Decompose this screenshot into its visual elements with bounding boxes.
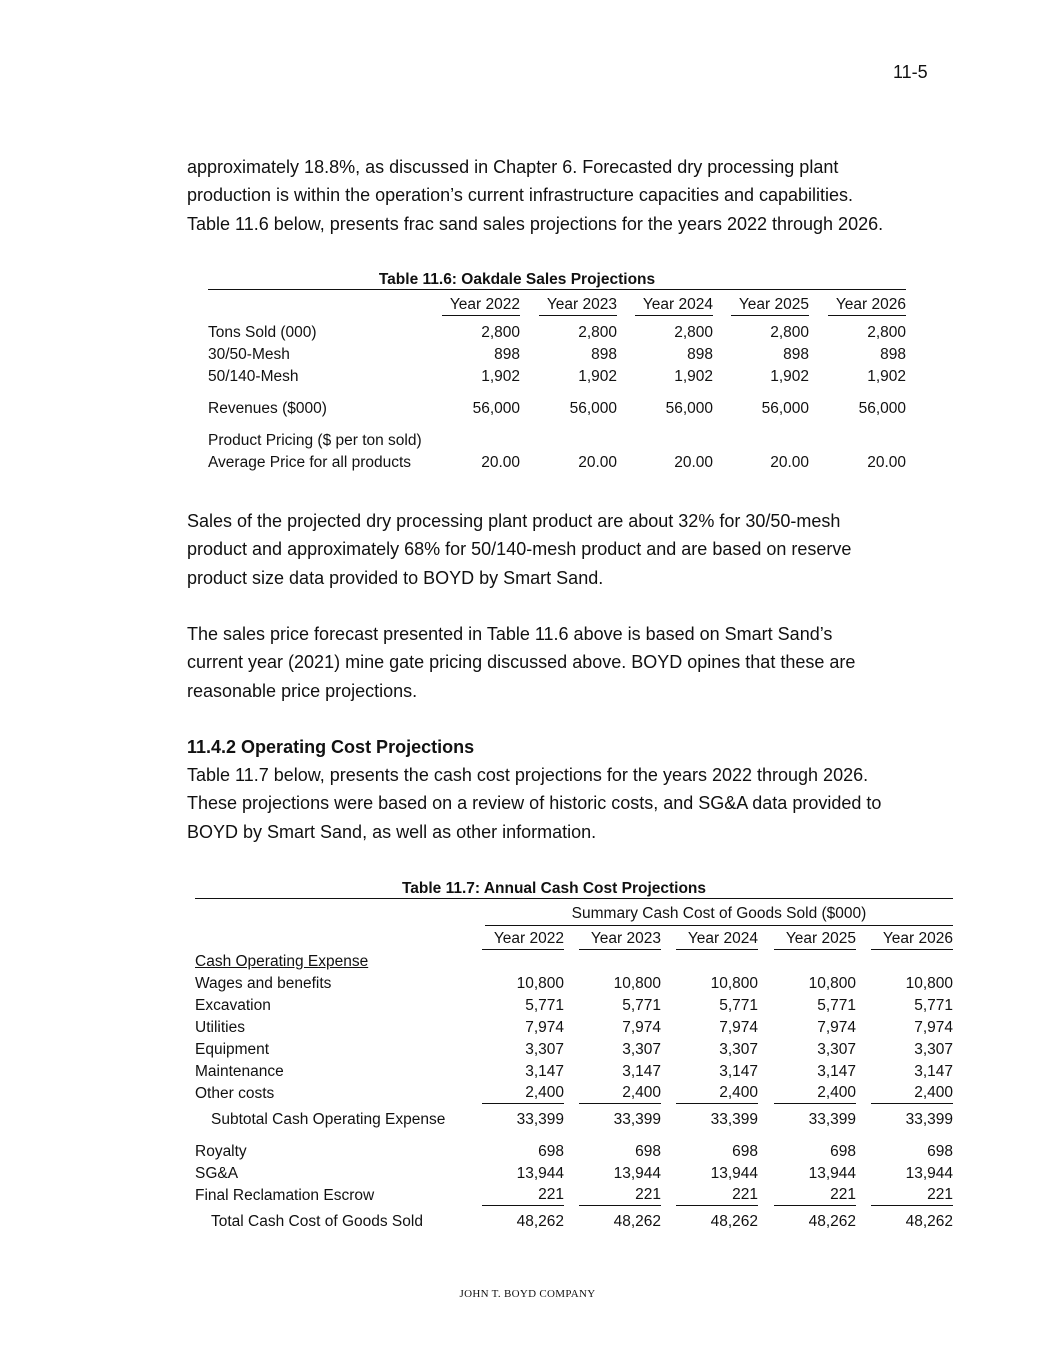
table-cell: 3,147 — [914, 1063, 953, 1080]
row-label: Wages and benefits — [195, 975, 332, 992]
table-cell: 13,944 — [808, 1165, 856, 1182]
table-row — [195, 1061, 953, 1083]
row-label: 30/50-Mesh — [208, 346, 290, 363]
table-cell: 698 — [927, 1143, 953, 1160]
table-cell: 56,000 — [472, 400, 520, 417]
text-line: approximately 18.8%, as discussed in Chapter 6. Forecasted dry processing plant — [187, 157, 839, 177]
table-cell: 10,800 — [613, 975, 661, 992]
paragraph-cost-intro — [187, 761, 947, 846]
table-cell: 5,771 — [914, 997, 953, 1014]
text-line: Table 11.7 below, presents the cash cost projections for the years 2022 through 2026. — [187, 765, 869, 785]
row-label: Excavation — [195, 997, 271, 1014]
column-header: Year 2022 — [442, 295, 520, 316]
table-cell: 5,771 — [622, 997, 661, 1014]
footer-company-name: JOHN T. BOYD COMPANY — [459, 1288, 596, 1300]
table-cell: 221 — [482, 1185, 564, 1206]
table-cell: 2,400 — [482, 1083, 564, 1104]
table-cell: 13,944 — [613, 1165, 661, 1182]
row-label: Utilities — [195, 1019, 245, 1036]
table-cell: 2,400 — [676, 1083, 758, 1104]
table-cell: 13,944 — [905, 1165, 953, 1182]
table-cell: 898 — [880, 346, 906, 363]
table-title: Table 11.6: Oakdale Sales Projections — [208, 270, 906, 290]
table-cell: 3,307 — [719, 1041, 758, 1058]
table-row — [195, 1083, 953, 1105]
table-cell: 2,800 — [578, 324, 617, 341]
table-cell: 20.00 — [578, 454, 617, 471]
row-label: Revenues ($000) — [208, 400, 327, 417]
table-cell: 56,000 — [858, 400, 906, 417]
text-line: product and approximately 68% for 50/140-mesh product and are based on reserve — [187, 539, 852, 560]
table-cell: 5,771 — [817, 997, 856, 1014]
table-cell: 2,400 — [579, 1083, 661, 1104]
table-cell: 3,307 — [525, 1041, 564, 1058]
row-label: Final Reclamation Escrow — [195, 1187, 375, 1204]
table-header-row — [208, 295, 906, 317]
table-cell: 5,771 — [719, 997, 758, 1014]
section-label: Cash Operating Expense — [195, 953, 369, 970]
table-cell: 7,974 — [622, 1019, 661, 1036]
table-row — [208, 430, 906, 452]
text-line: production is within the operation’s current infrastructure capacities and capabilities. — [187, 185, 854, 206]
row-label: Maintenance — [195, 1063, 284, 1080]
column-header: Year 2024 — [676, 929, 758, 950]
table-cell: 3,307 — [622, 1041, 661, 1058]
table-cell: 698 — [830, 1143, 856, 1160]
row-label: 50/140-Mesh — [208, 368, 299, 385]
table-cell: 898 — [494, 346, 520, 363]
table-cell: 3,147 — [719, 1063, 758, 1080]
table-row — [195, 1141, 953, 1163]
table-row — [208, 322, 906, 344]
table-cell: 1,902 — [481, 368, 520, 385]
table-cell: 20.00 — [867, 454, 906, 471]
table-cell: 898 — [783, 346, 809, 363]
table-subtotal-row — [195, 1109, 953, 1131]
table-cell: 3,307 — [914, 1041, 953, 1058]
text-line: BOYD by Smart Sand, as well as other information. — [187, 821, 597, 842]
table-row — [195, 1017, 953, 1039]
table-cell: 33,399 — [905, 1111, 953, 1128]
table-row — [208, 398, 906, 420]
table-cell: 33,399 — [808, 1111, 856, 1128]
table-cell: 20.00 — [770, 454, 809, 471]
text-line: product size data provided to BOYD by Smart Sand. — [187, 567, 604, 588]
table-cell: 698 — [635, 1143, 661, 1160]
column-header: Year 2024 — [635, 295, 713, 316]
table-cell: 10,800 — [516, 975, 564, 992]
table-cell: 221 — [676, 1185, 758, 1206]
table-cell: 56,000 — [761, 400, 809, 417]
table-row — [195, 995, 953, 1017]
summary-header: Summary Cash Cost of Goods Sold ($000) — [485, 903, 953, 926]
table-cell: 2,800 — [481, 324, 520, 341]
table-cell: 1,902 — [770, 368, 809, 385]
table-cell: 48,262 — [905, 1213, 953, 1230]
table-cell: 48,262 — [613, 1213, 661, 1230]
row-label: Equipment — [195, 1041, 270, 1058]
table-cell: 698 — [538, 1143, 564, 1160]
table-cell: 10,800 — [808, 975, 856, 992]
column-header: Year 2025 — [731, 295, 809, 316]
table-cell: 898 — [687, 346, 713, 363]
table-cell: 2,400 — [774, 1083, 856, 1104]
row-label: Average Price for all products — [208, 454, 412, 471]
table-row — [208, 366, 906, 388]
table-cell: 898 — [591, 346, 617, 363]
table-row — [195, 1185, 953, 1207]
table-cell: 13,944 — [516, 1165, 564, 1182]
text-line: reasonable price projections. — [187, 680, 418, 701]
row-label: Other costs — [195, 1085, 275, 1102]
table-title: Table 11.7: Annual Cash Cost Projections — [195, 879, 953, 899]
table-cell: 3,147 — [525, 1063, 564, 1080]
section-heading: 11.4.2 Operating Cost Projections — [187, 737, 475, 757]
table-cell: 221 — [579, 1185, 661, 1206]
text-line: The sales price forecast presented in Table 11.6 above is based on Smart Sand’s — [187, 624, 833, 644]
table-cell: 221 — [871, 1185, 953, 1206]
table-cell: 2,400 — [871, 1083, 953, 1104]
text-line: Table 11.6 below, presents frac sand sales projections for the years 2022 through 2026. — [187, 213, 884, 234]
table-cell: 698 — [732, 1143, 758, 1160]
table-11-6 — [208, 270, 906, 474]
row-label: Subtotal Cash Operating Expense — [211, 1111, 446, 1128]
table-cell: 3,147 — [817, 1063, 856, 1080]
table-cell: 221 — [774, 1185, 856, 1206]
row-label: Tons Sold (000) — [208, 324, 317, 341]
row-label: Product Pricing ($ per ton sold) — [208, 432, 422, 449]
text-line: Sales of the projected dry processing plant product are about 32% for 30/50-mesh — [187, 511, 841, 531]
table-cell: 33,399 — [613, 1111, 661, 1128]
row-label: SG&A — [195, 1165, 239, 1182]
column-header: Year 2026 — [828, 295, 906, 316]
table-cell: 7,974 — [914, 1019, 953, 1036]
table-cell: 1,902 — [578, 368, 617, 385]
table-11-7 — [195, 879, 953, 1233]
paragraph-intro — [187, 153, 947, 238]
table-cell: 2,800 — [674, 324, 713, 341]
column-header: Year 2022 — [482, 929, 564, 950]
table-cell: 2,800 — [770, 324, 809, 341]
table-cell: 20.00 — [481, 454, 520, 471]
table-cell: 7,974 — [525, 1019, 564, 1036]
table-cell: 3,147 — [622, 1063, 661, 1080]
table-total-row — [195, 1211, 953, 1233]
paragraph-price-forecast — [187, 620, 947, 705]
table-row — [195, 1039, 953, 1061]
table-row — [208, 452, 906, 474]
row-label: Total Cash Cost of Goods Sold — [211, 1213, 423, 1230]
table-cell: 10,800 — [710, 975, 758, 992]
table-cell: 1,902 — [674, 368, 713, 385]
table-row — [208, 344, 906, 366]
table-cell: 33,399 — [710, 1111, 758, 1128]
page-number: 11-5 — [893, 62, 928, 82]
table-row — [195, 973, 953, 995]
table-cell: 7,974 — [817, 1019, 856, 1036]
column-header: Year 2025 — [774, 929, 856, 950]
table-cell: 56,000 — [569, 400, 617, 417]
table-cell: 3,307 — [817, 1041, 856, 1058]
table-cell: 13,944 — [710, 1165, 758, 1182]
table-cell: 5,771 — [525, 997, 564, 1014]
table-cell: 48,262 — [710, 1213, 758, 1230]
table-cell: 20.00 — [674, 454, 713, 471]
table-cell: 48,262 — [516, 1213, 564, 1230]
column-header: Year 2023 — [579, 929, 661, 950]
text-line: These projections were based on a review of historic costs, and SG&A data provided to — [187, 793, 882, 814]
table-header-row — [195, 929, 953, 951]
table-cell: 48,262 — [808, 1213, 856, 1230]
table-cell: 2,800 — [867, 324, 906, 341]
column-header: Year 2023 — [539, 295, 617, 316]
text-line: current year (2021) mine gate pricing discussed above. BOYD opines that these are — [187, 652, 856, 673]
column-header: Year 2026 — [871, 929, 953, 950]
paragraph-sales-mix — [187, 507, 947, 592]
table-cell: 7,974 — [719, 1019, 758, 1036]
row-label: Royalty — [195, 1143, 247, 1160]
table-cell: 10,800 — [905, 975, 953, 992]
table-cell: 56,000 — [665, 400, 713, 417]
table-summary-row — [195, 903, 953, 925]
table-cell: 33,399 — [516, 1111, 564, 1128]
table-cell: 1,902 — [867, 368, 906, 385]
table-section-row — [195, 951, 953, 973]
table-row — [195, 1163, 953, 1185]
